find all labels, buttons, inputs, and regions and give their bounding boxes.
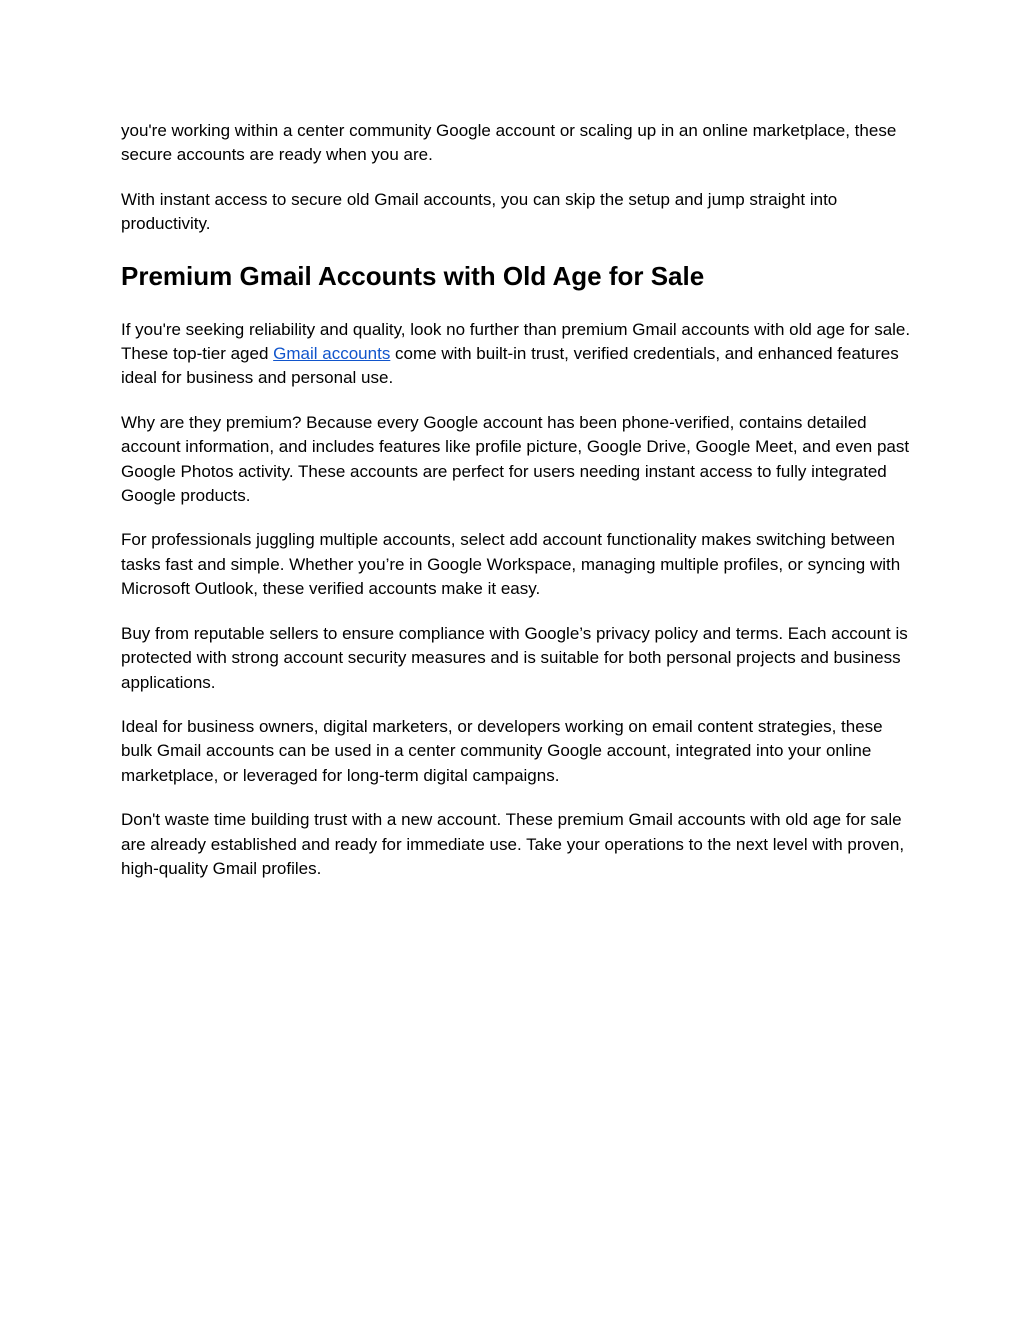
- paragraph-dont-waste-time: Don't waste time building trust with a new account. These premium Gmail accounts with old age for sale are already established and ready for immediate use. Take your operations to the next level with proven, high-quality Gmail profiles.: [121, 810, 905, 878]
- paragraph-why-premium: Why are they premium? Because every Google account has been phone-verified, contains detailed account information, and includes features like profile picture, Google Drive, Google Meet, and even past Google Photos activity. These accounts are perfect for users needing instant access to fully integrated Google products.: [121, 412, 910, 506]
- paragraph-intro-continuation: you're working within a center community Google account or scaling up in an online marketplace, these secure accounts are ready when you are.: [121, 121, 897, 165]
- gmail-accounts-link[interactable]: Gmail accounts: [273, 344, 391, 364]
- paragraph-ideal-for: Ideal for business owners, digital marketers, or developers working on email content strategies, these bulk Gmail accounts can be used in a center community Google account, integrated into your online marketplace, or leveraged for long-term digital campaigns.: [121, 716, 883, 785]
- paragraph-professionals: For professionals juggling multiple accounts, select add account functionality makes switching between tasks fast and simple. Whether you’re in Google Workspace, managing multiple profiles, or syncing with Microsoft Outlook, these verified accounts make it easy.: [121, 530, 901, 599]
- paragraph-instant-access: With instant access to secure old Gmail accounts, you can skip the setup and jump straight into productivity.: [121, 189, 838, 234]
- section-heading: Premium Gmail Accounts with Old Age for Sale: [121, 260, 705, 291]
- paragraph-reliability-text-after: come with built-in trust, verified credentials, and enhanced features ideal for business and personal use.: [121, 344, 899, 388]
- paragraph-reputable-sellers: Buy from reputable sellers to ensure compliance with Google’s privacy policy and terms. Each account is protected with strong account security measures and is suitable for both personal projects and business applications.: [121, 623, 908, 692]
- document-page: [121, 119, 911, 901]
- paragraph-reliability: [121, 318, 911, 391]
- paragraph-reliability-text-before: If you're seeking reliability and quality, look no further than premium Gmail accounts with old age for sale. These top-tier aged: [121, 319, 911, 364]
